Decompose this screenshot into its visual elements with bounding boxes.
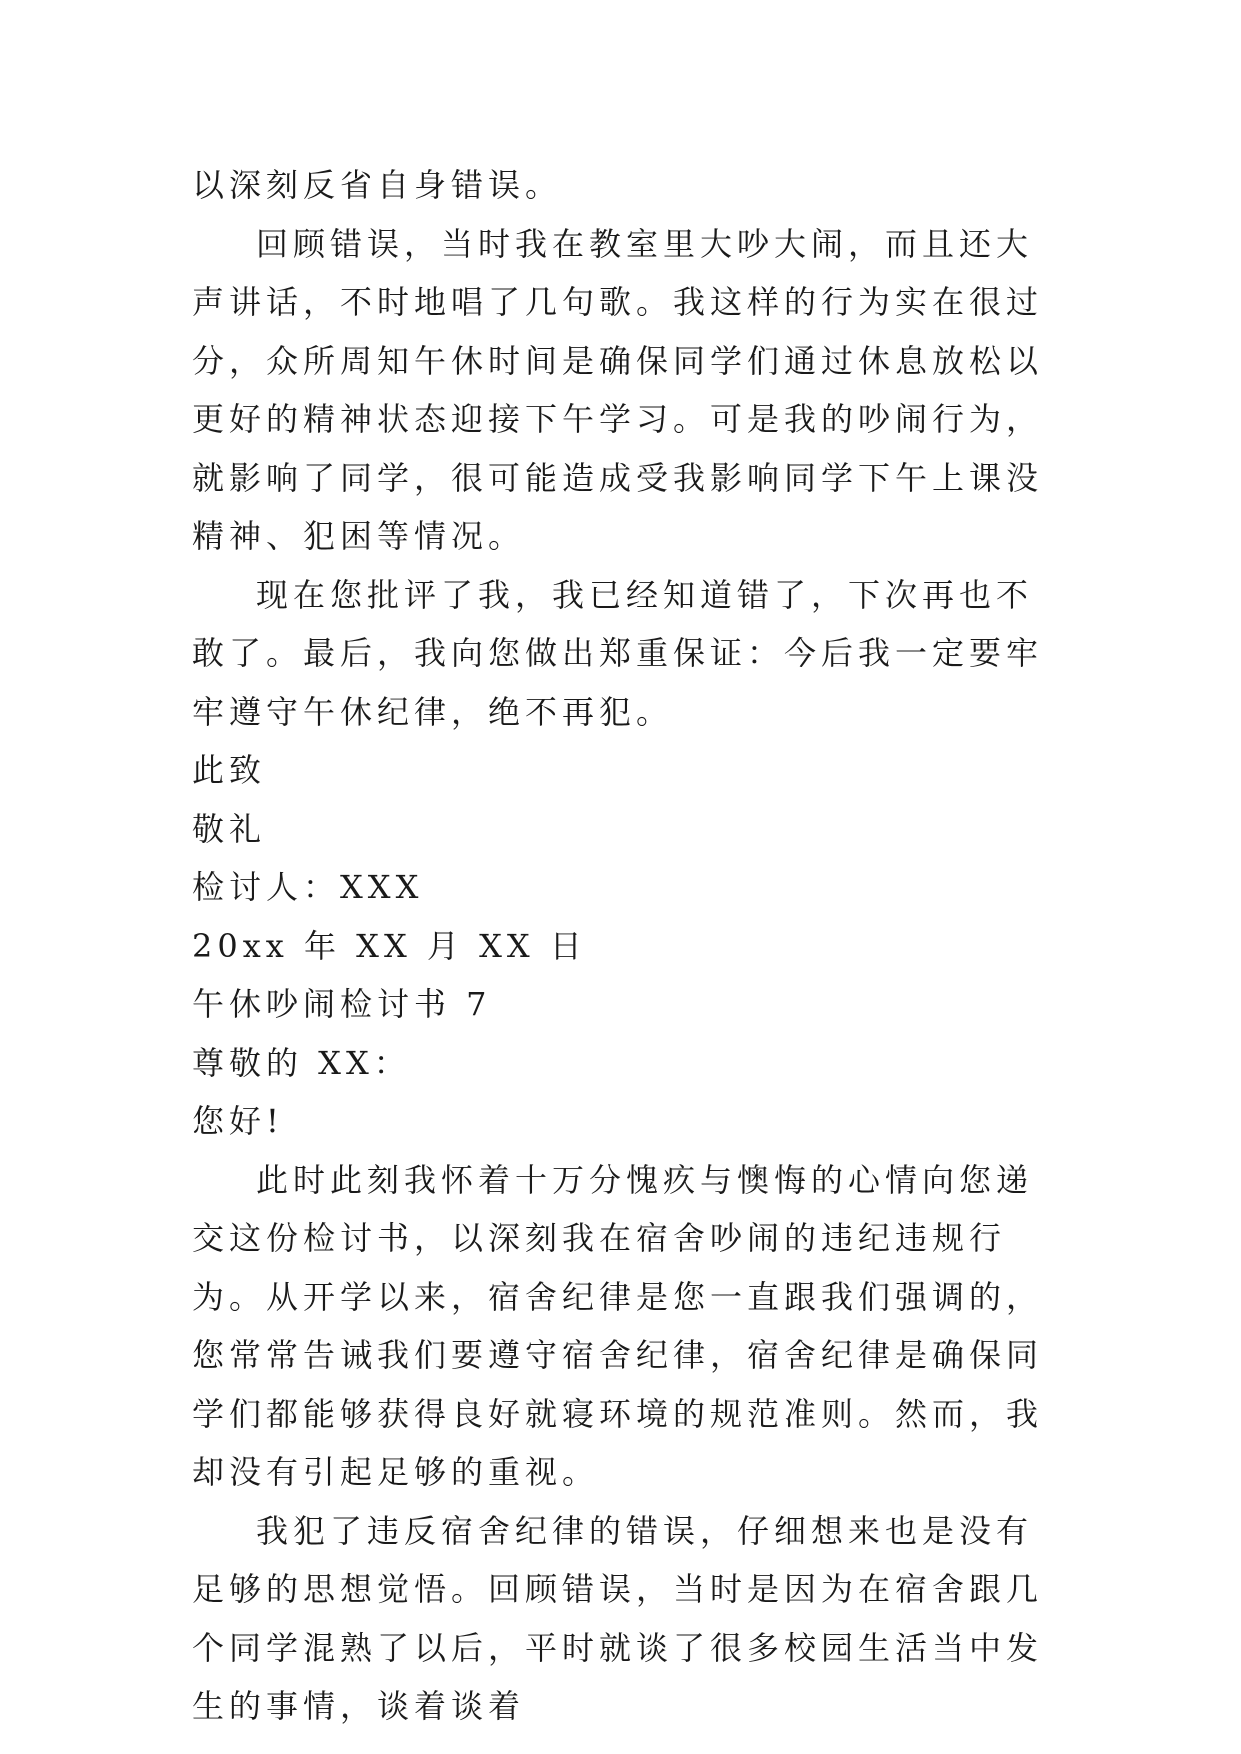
signature-name: 检讨人：XXX <box>192 868 424 906</box>
letter-hello: 您好! <box>192 1102 284 1140</box>
letter-greeting: 尊敬的 XX： <box>192 1043 411 1082</box>
closing-regards: 敬礼 <box>192 809 267 848</box>
paragraph-reflection: 我犯了违反宿舍纪律的错误，仔细想来也是没有足够的思想觉悟。回顾错误，当时是因为在宿舍跟几个同学混熟了以后，平时就谈了很多校园生活当中发生的事情，谈着谈着 <box>192 1511 1044 1725</box>
paragraph-promise: 现在您批评了我，我已经知道错了，下次再也不敢了。最后，我向您做出郑重保证：今后我一定要牢牢遵守午休纪律，绝不再犯。 <box>192 575 1044 731</box>
paragraph-review-error: 回顾错误，当时我在教室里大吵大闹，而且还大声讲话，不时地唱了几句歌。我这样的行为实在很过分，众所周知午休时间是确保同学们通过休息放松以更好的精神状态迎接下午学习。可是我的吵闹行为，就影响了同学，很可能造成受我影响同学下午上课没精神、犯困等情况。 <box>192 224 1044 555</box>
section-title: 午休吵闹检讨书 7 <box>192 985 492 1023</box>
document-body <box>192 156 1062 1736</box>
paragraph-continuation: 以深刻反省自身错误。 <box>192 166 563 204</box>
closing-salutation: 此致 <box>192 751 267 789</box>
paragraph-apology: 此时此刻我怀着十万分愧疚与懊悔的心情向您递交这份检讨书，以深刻我在宿舍吵闹的违纪违规行为。从开学以来，宿舍纪律是您一直跟我们强调的，您常常告诫我们要遵守宿舍纪律，宿舍纪律是确保同学们都能够获得良好就寝环境的规范准则。然而，我却没有引起足够的重视。 <box>192 1160 1044 1491</box>
signature-date: 20xx 年 XX 月 XX 日 <box>192 926 587 965</box>
